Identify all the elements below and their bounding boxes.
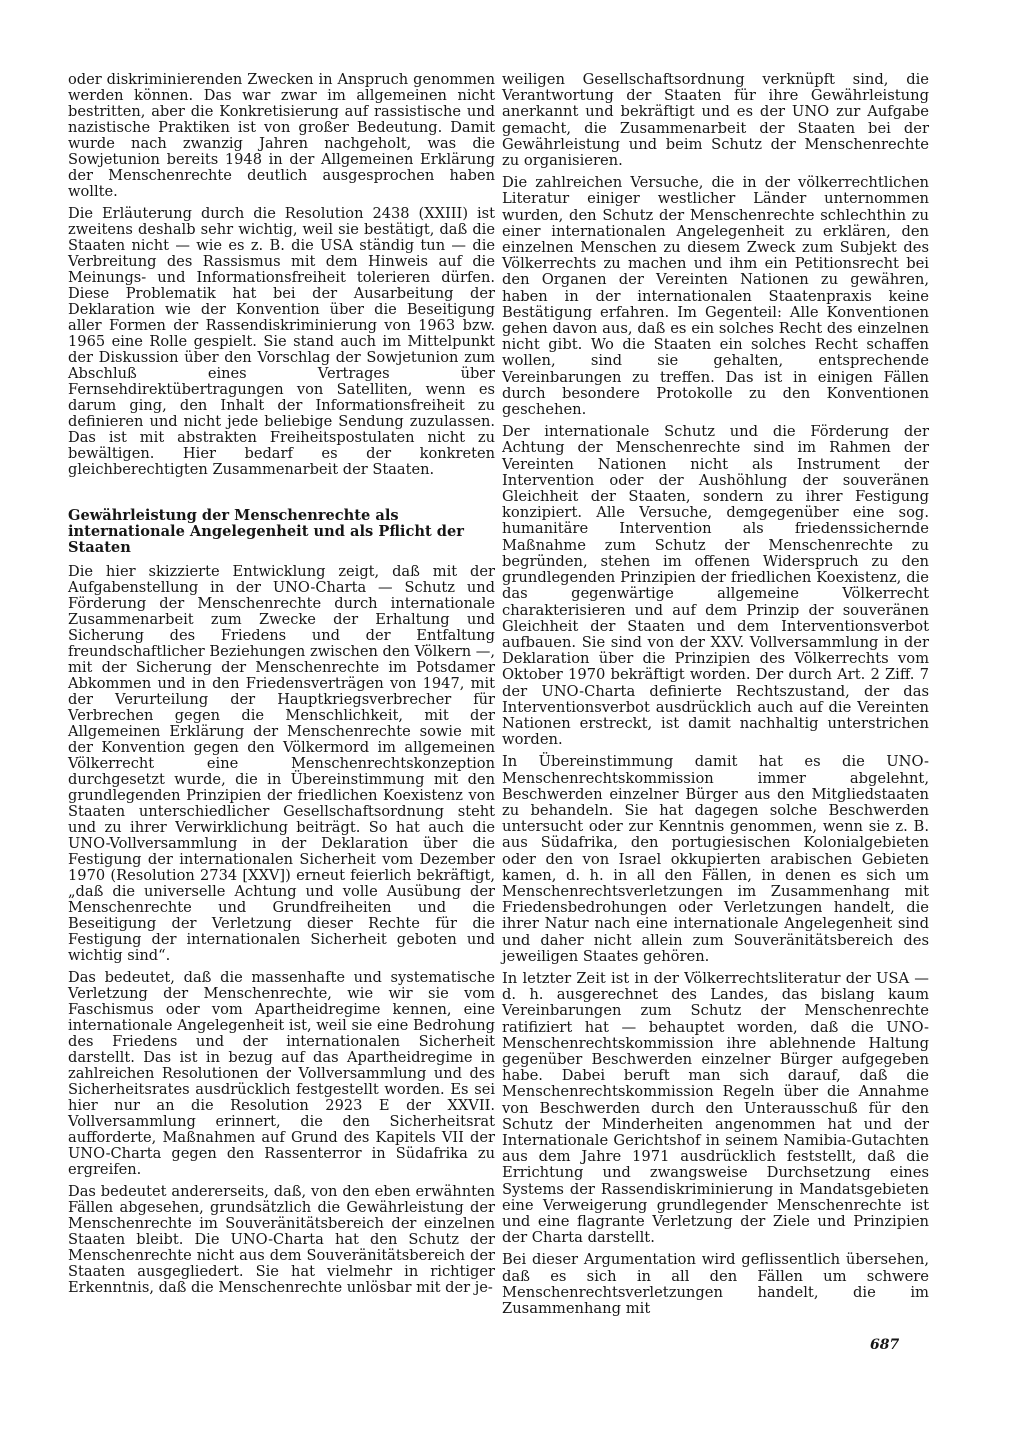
right-column bbox=[502, 72, 929, 1323]
paragraph: In letzter Zeit ist in der Völkerrechtsliteratur der USA — d. h. ausgerechnet des Landes, das bislang kaum Vereinbarungen zum Schutz der Menschenrechte ratifiziert hat — behauptet worden, daß die UNO-Menschenrechtskommission ihre ablehnende Haltung gegenüber Beschwerden einzelner Bürger aufgegeben habe. Dabei beruft man sich darauf, daß die Menschenrechtskommission Regeln über die Annahme von Beschwerden durch den Unterausschuß für den Schutz der Minderheiten angenommen hat und der Internationale Gerichtshof in seinem Namibia-Gutachten aus dem Jahre 1971 ausdrücklich feststellt, daß die Errichtung und zwangsweise Durchsetzung eines Systems der Rassendiskriminierung in Mandatsgebieten eine Verweigerung grundlegender Menschenrechte ist und eine flagrante Verletzung der Ziele und Prinzipien der Charta darstellt. bbox=[502, 969, 929, 1247]
page-number: 687 bbox=[870, 1337, 900, 1353]
paragraph: Das bedeutet, daß die massenhafte und systematische Verletzung der Menschenrechte, wie wir sie vom Faschismus oder vom Apartheidregime kennen, eine internationale Angelegenheit ist, weil sie eine Bedrohung des Friedens und der internationalen Sicherheit darstellt. Das ist in bezug auf das Apartheidregime in zahlreichen Resolutionen der Vollversammlung und des Sicherheitsrates ausdrücklich festgestellt worden. Es sei hier nur an die Resolution 2923 E der XXVII. Vollversammlung erinnert, die den Sicherheitsrat aufforderte, Maßnahmen auf Grund des Kapitels VII der UNO-Charta gegen den Rassenterror in Südafrika zu ergreifen. bbox=[68, 969, 495, 1178]
paragraph: Die hier skizzierte Entwicklung zeigt, daß mit der Aufgabenstellung in der UNO-Charta — Schutz und Förderung der Menschenrechte durch internationale Zusammenarbeit zum Zwecke der Erhaltung und Sicherung des Friedens und der Entfaltung freundschaftlicher Beziehungen zwischen den Völkern —, mit der Sicherung der Menschenrechte im Potsdamer Abkommen und in den Friedensverträgen von 1947, mit der Verurteilung der Hauptkriegsverbrecher für Verbrechen gegen die Menschlichkeit, mit der Allgemeinen Erklärung der Menschenrechte sowie mit der Konvention gegen den Völkermord im allgemeinen Völkerrecht eine Menschenrechtskonzeption durchgesetzt wurde, die in Übereinstimmung mit den grundlegenden Prinzipien der friedlichen Koexistenz von Staaten unterschiedlicher Gesellschaftsordnung steht und zu ihrer Verwirklichung beiträgt. So hat auch die UNO-Vollversammlung in der Deklaration über die Festigung der internationalen Sicherheit vom Dezember 1970 (Resolution 2734 [XXV]) erneut feierlich bekräftigt, „daß die universelle Achtung und volle Ausübung der Menschenrechte und Grundfreiheiten und die Beseitigung der Verletzung dieser Rechte für die Festigung der internationalen Sicherheit geboten und wichtig sind“. bbox=[68, 563, 495, 964]
paragraph: Die Erläuterung durch die Resolution 2438 (XXIII) ist zweitens deshalb sehr wichtig, weil sie bestätigt, daß die Staaten nicht — wie es z. B. die USA ständig tun — die Verbreitung des Rassismus mit dem Hinweis auf die Meinungs- und Informationsfreiheit tolerieren dürfen. Diese Problematik hat bei der Ausarbeitung der Deklaration wie der Konvention über die Beseitigung aller Formen der Rassendiskriminierung von 1963 bzw. 1965 eine Rolle gespielt. Sie stand auch im Mittelpunkt der Diskussion über den Vorschlag der Sowjetunion zum Abschluß eines Vertrages über Fernsehdirektübertragungen von Satelliten, wenn es darum ging, den Inhalt der Informationsfreiheit zu definieren und nicht jede beliebige Sendung zuzulassen. Das ist mit abstrakten Freiheitspostulaten nicht zu bewältigen. Hier bedarf es der konkreten gleichberechtigten Zusammenarbeit der Staaten. bbox=[68, 205, 495, 478]
paragraph: oder diskriminierenden Zwecken in Anspruch genommen werden können. Das war zwar im allgemeinen nicht bestritten, aber die Konkretisierung auf rassistische und nazistische Praktiken ist von großer Bedeutung. Damit wurde nach zwanzig Jahren nachgeholt, was die Sowjetunion bereits 1948 in der Allgemeinen Erklärung der Menschenrechte deutlich ausgesprochen haben wollte. bbox=[68, 71, 495, 200]
left-column bbox=[68, 72, 495, 1302]
paragraph: Der internationale Schutz und die Förderung der Achtung der Menschenrechte sind im Rahmen der Vereinten Nationen nicht als Instrument der Intervention oder der Aushöhlung der souveränen Gleichheit der Staaten, sondern zu ihrer Festigung konzipiert. Alle Versuche, demgegenüber eine sog. humanitäre Intervention als friedenssichernde Maßnahme zum Schutz der Menschenrechte zu begründen, stehen im offenen Widerspruch zu den grundlegenden Prinzipien der friedlichen Koexistenz, die das gegenwärtige allgemeine Völkerrecht charakterisieren und auf dem Prinzip der souveränen Gleichheit der Staaten und dem Interventionsverbot aufbauen. Sie sind von der XXV. Vollversammlung in der Deklaration über die Prinzipien des Völkerrechts vom Oktober 1970 bekräftigt worden. Der durch Art. 2 Ziff. 7 der UNO-Charta definierte Rechtszustand, der das Interventionsverbot ausdrücklich auch auf die Vereinten Nationen erstreckt, ist damit nachhaltig unterstrichen worden. bbox=[502, 423, 929, 749]
paragraph: weiligen Gesellschaftsordnung verknüpft sind, die Verantwortung der Staaten für ihre Gewährleistung anerkannt und bekräftigt und es der UNO zur Aufgabe gemacht, die Zusammenarbeit der Staaten bei der Gewährleistung und beim Schutz der Menschenrechte zu organisieren. bbox=[502, 71, 929, 170]
paragraph: In Übereinstimmung damit hat es die UNO-Menschenrechtskommission immer abgelehnt, Beschwerden einzelner Bürger aus den Mitgliedstaaten zu behandeln. Sie hat dagegen solche Beschwerden untersucht oder zur Kenntnis genommen, wenn sie z. B. aus Südafrika, den portugiesischen Kolonialgebieten oder den von Israel okkupierten arabischen Gebieten kamen, d. h. in all den Fällen, in denen es sich um Menschenrechtsverletzungen im Zusammenhang mit Friedensbedrohungen oder Verletzungen handelt, die ihrer Natur nach eine internationale Angelegenheit sind und daher nicht allein zum Souveränitätsbereich des jeweiligen Staates gehören. bbox=[502, 753, 929, 965]
paragraph: Bei dieser Argumentation wird geflissentlich übersehen, daß es sich in all den Fällen um schwere Menschenrechtsverletzungen handelt, die im Zusammenhang mit bbox=[502, 1251, 929, 1318]
section-heading: Gewährleistung der Menschenrechte als internationale Angelegenheit und als Pflicht der Staaten bbox=[68, 507, 464, 556]
paragraph: Die zahlreichen Versuche, die in der völkerrechtlichen Literatur einiger westlicher Länder unternommen wurden, den Schutz der Menschenrechte schlechthin zu einer internationalen Angelegenheit zu erklären, den einzelnen Menschen zu diesem Zweck zum Subjekt des Völkerrechts zu machen und ihm ein Petitionsrecht bei den Organen der Vereinten Nationen zu gewähren, haben in der internationalen Staatenpraxis keine Bestätigung erfahren. Im Gegenteil: Alle Konventionen gehen davon aus, daß es ein solches Recht des einzelnen nicht gibt. Wo die Staaten ein solches Recht schaffen wollen, sind sie gehalten, entsprechende Vereinbarungen zu treffen. Das ist in einigen Fällen durch besondere Protokolle zu den Konventionen geschehen. bbox=[502, 174, 929, 419]
paragraph: Das bedeutet andererseits, daß, von den eben erwähnten Fällen abgesehen, grundsätzlich die Gewährleistung der Menschenrechte im Souveränitätsbereich der einzelnen Staaten bleibt. Die UNO-Charta hat den Schutz der Menschenrechte nicht aus dem Souveränitätsbereich der Staaten ausgegliedert. Sie hat vielmehr in richtiger Erkenntnis, daß die Menschenrechte unlösbar mit der je- bbox=[68, 1183, 495, 1296]
